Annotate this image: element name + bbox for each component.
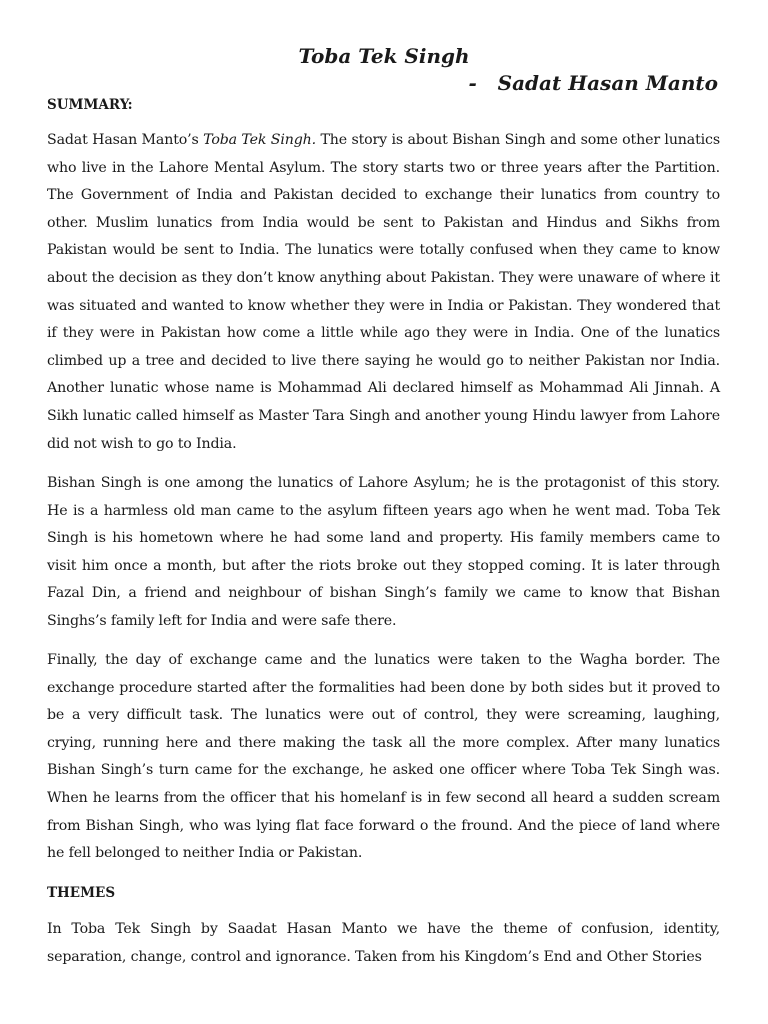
summary-paragraph-2: Bishan Singh is one among the lunatics of Lahore Asylum; he is the protagonist of this story. He is a harmless old man came to the asylum fifteen years ago when he went mad. Toba Tek Singh is his hometown where he had some land and property. His family members came to visit him once a month, but after the riots broke out they stopped coming. It is later through Fazal Din, a friend and neighbour of bishan Singh’s family we came to know that Bishan Singhs’s family left for India and were safe there. bbox=[47, 475, 720, 629]
p1-lead: Sadat Hasan Manto’s bbox=[47, 132, 204, 148]
title-text: Toba Tek Singh bbox=[298, 44, 470, 68]
summary-paragraph-1 bbox=[47, 127, 720, 458]
summary-paragraph-3: Finally, the day of exchange came and the lunatics were taken to the Wagha border. The exchange procedure started after the formalities had been done by both sides but it proved to be a very difficult task. The lunatics were out of control, they were screaming, laughing, crying, running here and there making the task all the more complex. After many lunatics Bishan Singh’s turn came for the exchange, he asked one officer where Toba Tek Singh was. When he learns from the officer that his homelanf is in few second all heard a sudden scream from Bishan Singh, who was lying flat face forward o the fround. And the piece of land where he fell belonged to neither India or Pakistan. bbox=[47, 652, 720, 862]
summary-heading: SUMMARY: bbox=[47, 97, 133, 113]
author-line bbox=[468, 70, 718, 96]
author-dash: - bbox=[468, 71, 477, 95]
themes-heading: THEMES bbox=[47, 885, 116, 901]
author-name: Sadat Hasan Manto bbox=[497, 71, 718, 95]
p1-body: The story is about Bishan Singh and some other lunatics who live in the Lahore Mental Asylum. The story starts two or three years after the Partition. The Government of India and Pakistan decided to exchange their lunatics from country to other. Muslim lunatics from India would be sent to Pakistan and Hindus and Sikhs from Pakistan would be sent to India. The lunatics were totally confused when they came to know about the decision as they don’t know anything about Pakistan. They were unaware of where it was situated and wanted to know whether they were in India or Pakistan. They wondered that if they were in Pakistan how come a little while ago they were in India. One of the lunatics climbed up a tree and decided to live there saying he would go to neither Pakistan nor India. Another lunatic whose name is Mohammad Ali declared himself as Mohammad Ali Jinnah. A Sikh lunatic called himself as Master Tara Singh and another young Hindu lawyer from Lahore did not wish to go to India. bbox=[47, 132, 720, 452]
p1-story-title: Toba Tek Singh. bbox=[203, 132, 316, 148]
themes-paragraph: In Toba Tek Singh by Saadat Hasan Manto we have the theme of confusion, identity, separation, change, control and ignorance. Taken from his Kingdom’s End and Other Stories bbox=[47, 921, 720, 965]
document-title bbox=[0, 43, 768, 69]
